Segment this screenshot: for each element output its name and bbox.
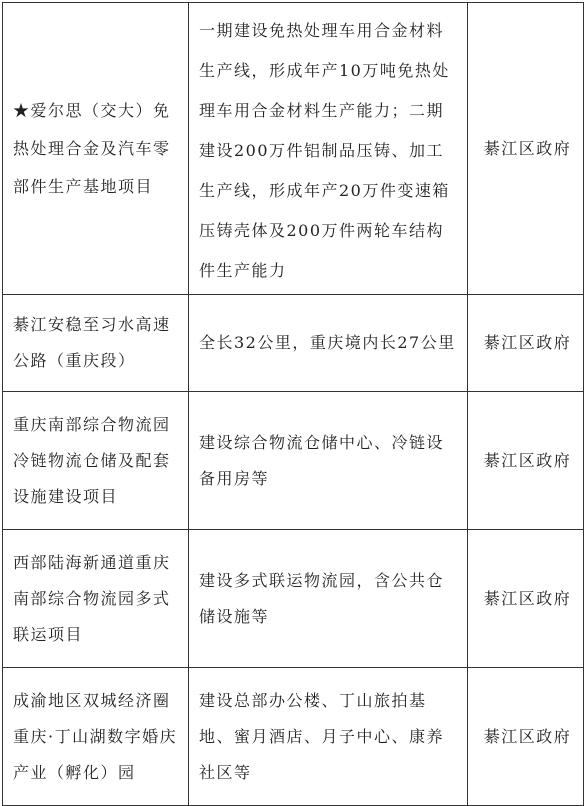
project-content-cell: 建设多式联运物流园，含公共仓储设施等 [189,530,468,668]
project-name-cell: 綦江安稳至习水高速公路（重庆段） [3,295,189,392]
project-content-cell: 全长32公里，重庆境内长27公里 [189,295,468,392]
project-content-cell: 一期建设免热处理车用合金材料生产线，形成年产10万吨免热处理车用合金材料生产能力；二期建设200万件铝制品压铸、加工生产线，形成年产20万件变速箱压铸壳体及200万件两轮车结构件生产能力 [189,3,468,295]
project-name-cell: 西部陆海新通道重庆南部综合物流园多式联运项目 [3,530,189,668]
project-owner-cell: 綦江区政府 [468,3,584,295]
project-owner-cell: 綦江区政府 [468,530,584,668]
table-row [3,668,584,806]
project-owner-cell: 綦江区政府 [468,668,584,806]
project-table [2,2,584,806]
project-owner-cell: 綦江区政府 [468,295,584,392]
project-content-cell: 建设总部办公楼、丁山旅拍基地、蜜月酒店、月子中心、康养社区等 [189,668,468,806]
table-row [3,392,584,530]
project-name-cell: 成渝地区双城经济圈重庆·丁山湖数字婚庆产业（孵化）园 [3,668,189,806]
project-name-cell: 重庆南部综合物流园冷链物流仓储及配套设施建设项目 [3,392,189,530]
table-row [3,530,584,668]
project-owner-cell: 綦江区政府 [468,392,584,530]
project-content-cell: 建设综合物流仓储中心、冷链设备用房等 [189,392,468,530]
project-name-cell: ★爱尔思（交大）免热处理合金及汽车零部件生产基地项目 [3,3,189,295]
table-row [3,3,584,295]
table-row [3,295,584,392]
